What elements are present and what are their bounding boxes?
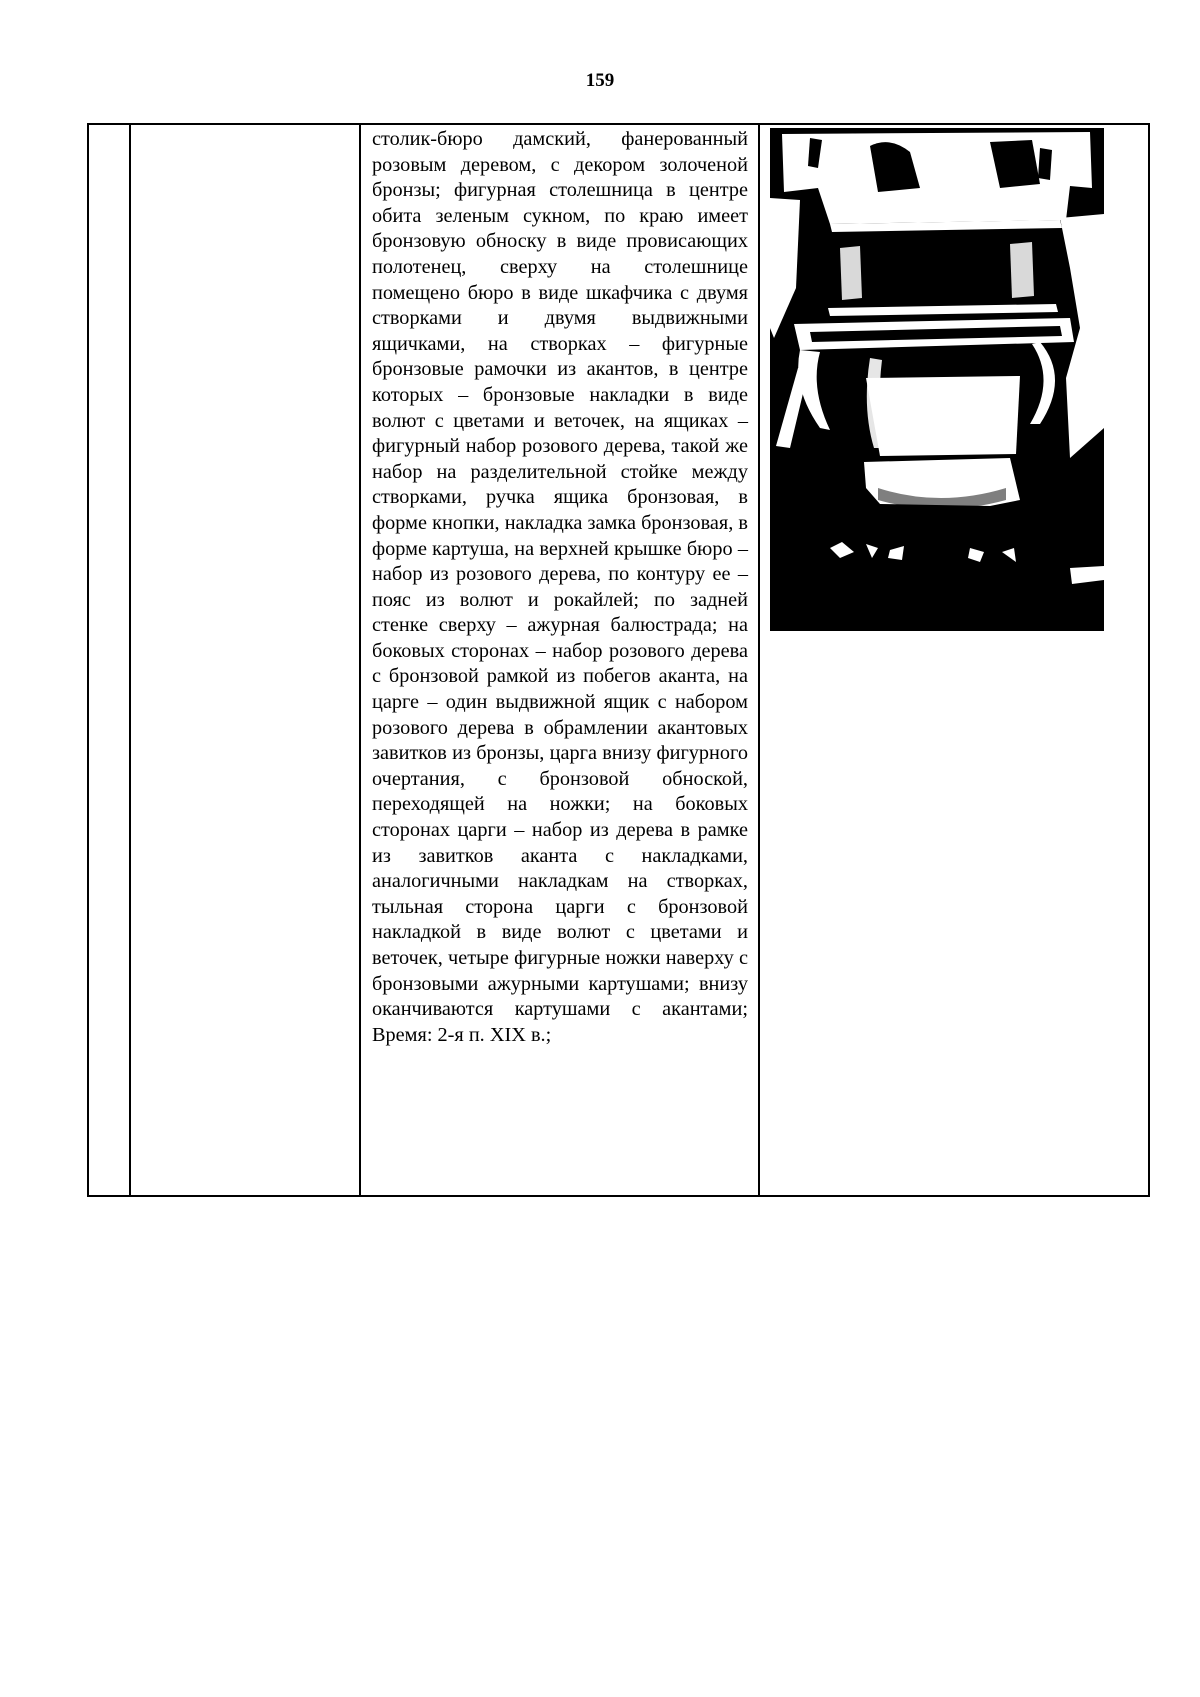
item-description: столик-бюро дамский, фанерованный розовым деревом, с декором золоченой бронзы; фигурная столешница в центре обита зеленым сукном, по краю имеет бронзовую обноску в виде провисающих полотенец, сверху на столешнице помещено бюро в виде шкафчика с двумя створками и двумя выдвижными ящичками, на створках – фигурные бронзовые рамочки из акантов, в центре которых – бронзовые накладки в виде волют с цветами и веточек, на ящиках – фигурный набор розового дерева, такой же набор на разделительной стойке между створками, ручка ящика бронзовая, в форме кнопки, накладка замка бронзовая, в форме картуша, на верхней крышке бюро – набор из розового дерева, по контуру ее – пояс из волют и рокайлей; по задней стенке сверху – ажурная балюстрада; на боковых сторонах – набор розового дерева с бронзовой рамкой из побегов аканта, на царге – один выдвижной ящик с набором розового дерева в обрамлении акантовых завитков из бронзы, царга внизу фигурного очертания, с бронзовой обноской, переходящей на ножки; на боковых сторонах царги – набор из дерева в рамке из завитков аканта с накладками, аналогичными накладкам на створках, тыльная сторона царги с бронзовой накладкой в виде волют с цветами и веточек, четыре фигурные ножки наверху с бронзовыми ажурными картушами; внизу оканчиваются картушами с акантами; Время: 2-я п. XIX в.; xyxy=(372,128,748,1046)
photo-cell xyxy=(759,124,1149,1196)
desk-photo xyxy=(770,128,1104,631)
page-number: 159 xyxy=(585,70,615,91)
description-cell xyxy=(360,124,759,1196)
name-cell xyxy=(130,124,360,1196)
index-cell xyxy=(88,124,130,1196)
record-table xyxy=(87,123,1150,1197)
table-row xyxy=(88,124,1149,1196)
